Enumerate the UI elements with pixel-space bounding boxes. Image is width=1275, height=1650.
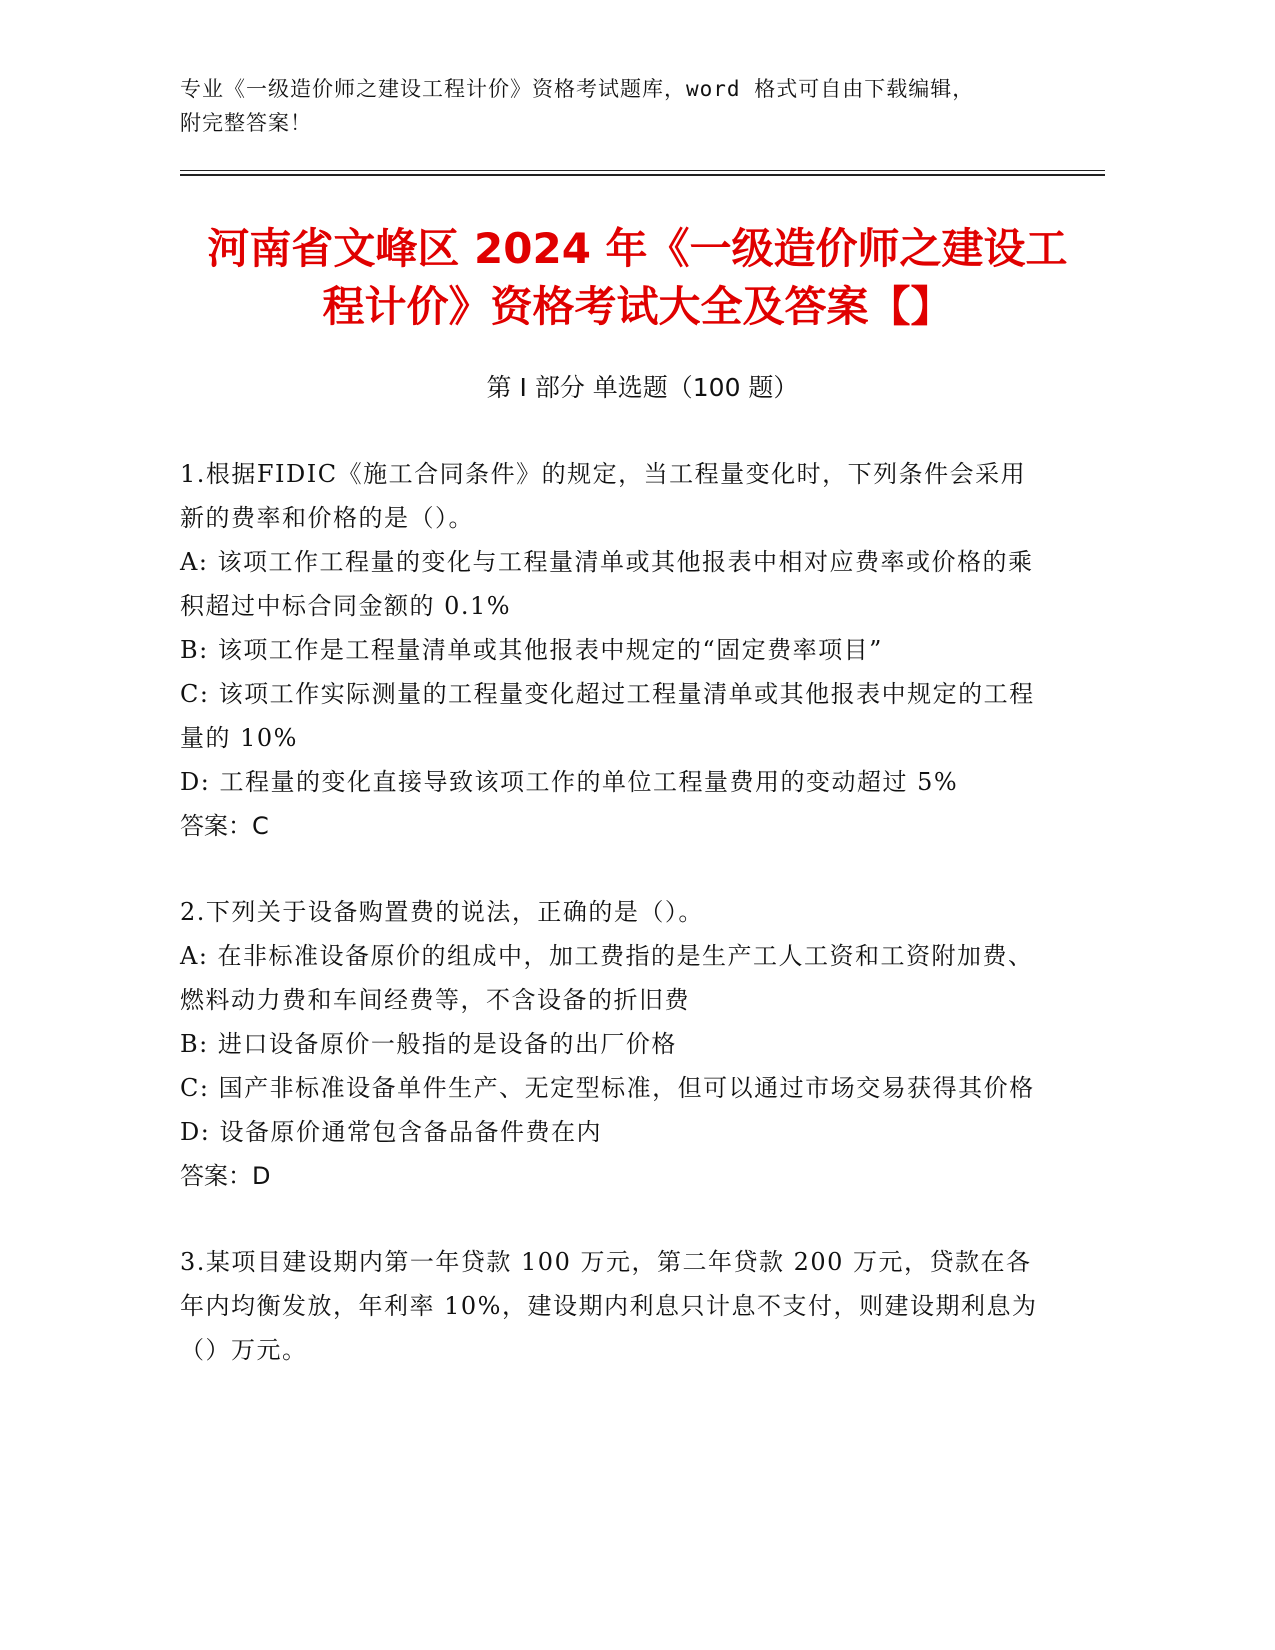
document-title-line-2: 程计价》资格考试大全及答案【】 <box>322 282 953 331</box>
question-3 <box>180 1240 1040 1372</box>
header-note <box>180 72 1060 140</box>
header-divider-thick <box>180 174 1105 176</box>
option-d: D: 设备原价通常包含备品备件费在内 <box>180 1118 602 1146</box>
question-stem: 1.根据FIDIC《施工合同条件》的规定，当工程量变化时，下列条件会采用新的费率和价格的是（）。 <box>180 460 1027 532</box>
question-2 <box>180 890 1040 1198</box>
question-stem: 2.下列关于设备购置费的说法，正确的是（）。 <box>180 898 704 926</box>
option-c: C: 该项工作实际测量的工程量变化超过工程量清单或其他报表中规定的工程量的 10% <box>180 680 1035 752</box>
question-1 <box>180 452 1040 848</box>
option-a: A: 在非标准设备原价的组成中，加工费指的是生产工人工资和工资附加费、燃料动力费和车间经费等，不含设备的折旧费 <box>180 942 1034 1014</box>
header-note-line-2: 附完整答案！ <box>180 111 312 135</box>
header-divider-thin <box>180 170 1105 171</box>
answer: 答案：D <box>180 1162 271 1190</box>
option-c: C: 国产非标准设备单件生产、无定型标准，但可以通过市场交易获得其价格 <box>180 1074 1035 1102</box>
option-d: D: 工程量的变化直接导致该项工作的单位工程量费用的变动超过 5% <box>180 768 959 796</box>
section-heading: 第 I 部分 单选题（100 题） <box>486 373 799 402</box>
option-a: A: 该项工作工程量的变化与工程量清单或其他报表中相对应费率或价格的乘积超过中标合同金额的 0.1% <box>180 548 1034 620</box>
question-list <box>180 452 1040 1414</box>
header-note-line-1: 专业《一级造价师之建设工程计价》资格考试题库，word 格式可自由下载编辑， <box>180 77 975 101</box>
question-stem: 3.某项目建设期内第一年贷款 100 万元，第二年贷款 200 万元，贷款在各年内均衡发放，年利率 10%，建设期内利息只计息不支付，则建设期利息为（）万元。 <box>180 1248 1038 1364</box>
answer: 答案：C <box>180 812 269 840</box>
document-title-line-1: 河南省文峰区 2024 年《一级造价师之建设工 <box>207 224 1068 273</box>
document-title <box>150 220 1125 336</box>
option-b: B: 该项工作是工程量清单或其他报表中规定的“固定费率项目” <box>180 636 883 664</box>
option-b: B: 进口设备原价一般指的是设备的出厂价格 <box>180 1030 677 1058</box>
